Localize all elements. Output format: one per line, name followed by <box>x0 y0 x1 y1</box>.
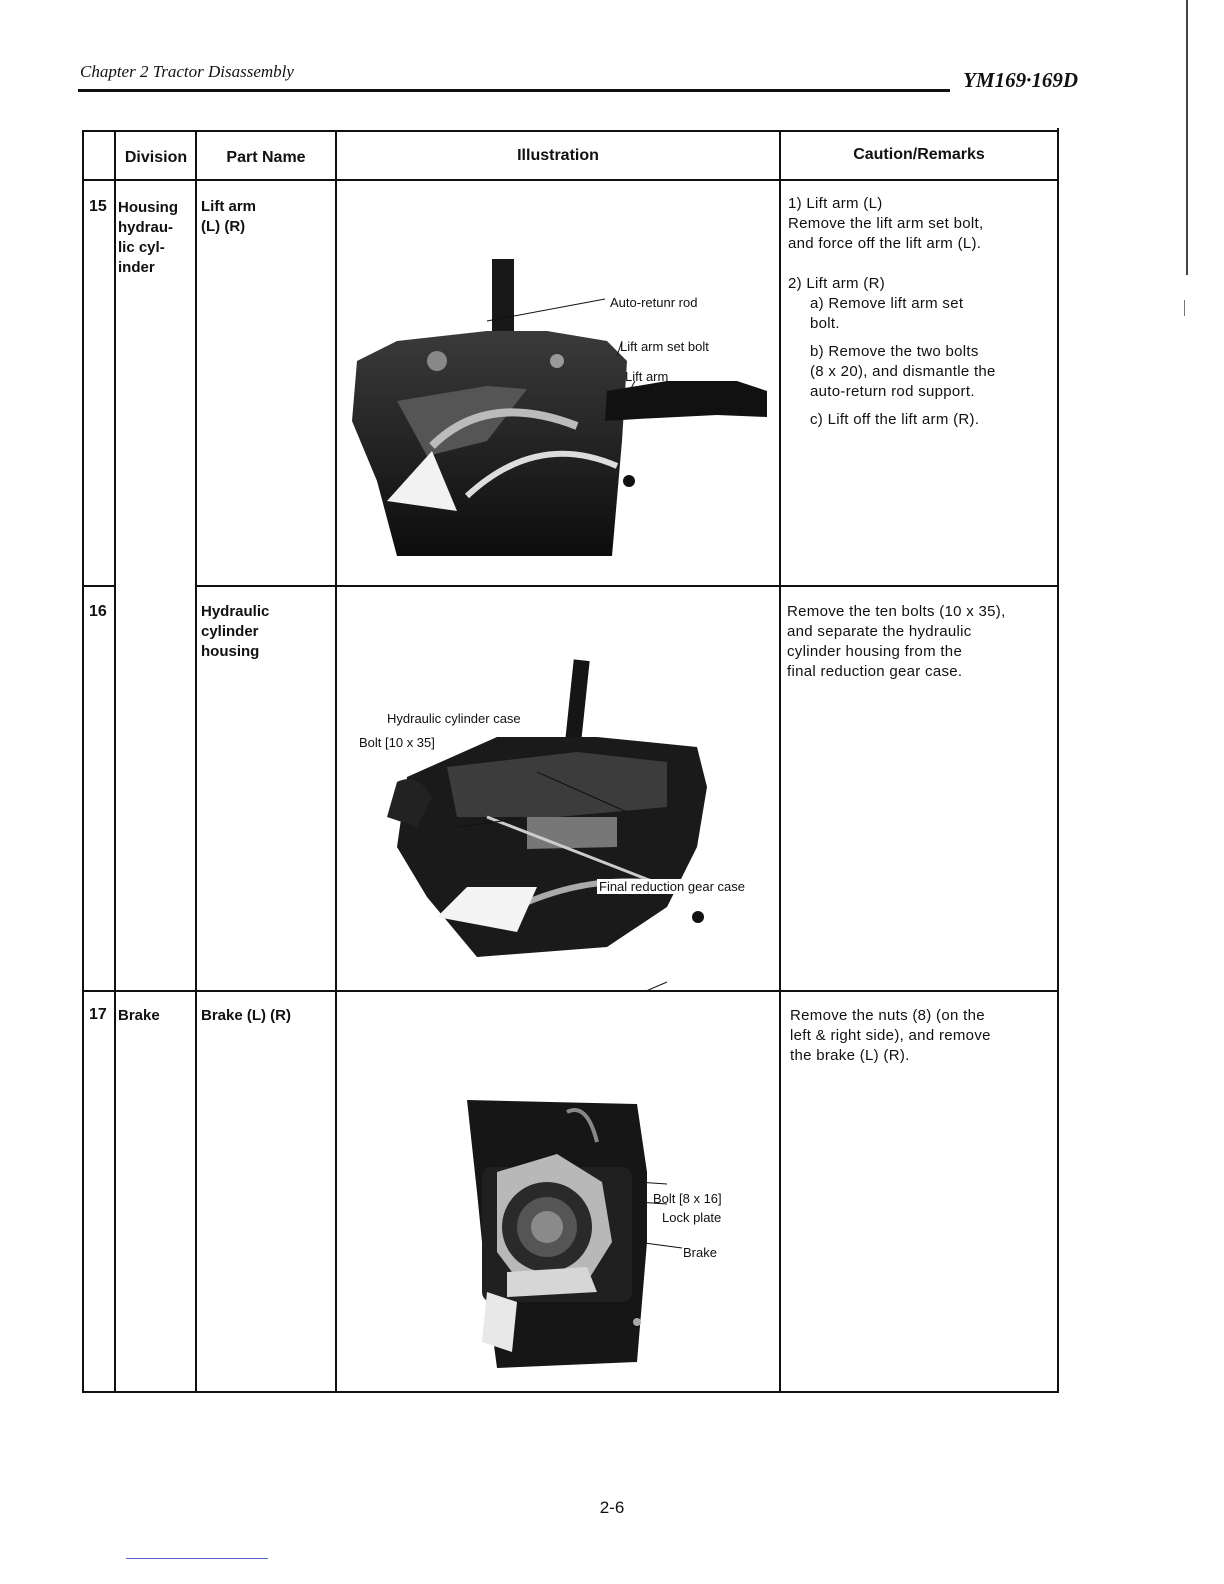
label-auto-return-rod: Auto-retunr rod <box>610 295 698 310</box>
header-remarks: Caution/Remarks <box>853 146 985 163</box>
part-name-cell <box>201 602 269 662</box>
header-part-name: Part Name <box>226 149 306 166</box>
division-line: Brake <box>118 1007 160 1024</box>
model-title: YM169·169D <box>963 68 1078 92</box>
part-name-line: Lift arm <box>201 198 257 215</box>
chapter-title: Chapter 2 Tractor Disassembly <box>80 62 294 81</box>
lift-arm-photo <box>337 181 779 585</box>
header-division: Division <box>124 149 188 166</box>
header-illustration: Illustration <box>517 147 599 164</box>
remark-line: b) Remove the two bolts <box>810 343 979 360</box>
remark-line: the brake (L) (R). <box>790 1047 910 1064</box>
page-edge-line <box>1186 0 1188 275</box>
header-rule <box>78 89 950 92</box>
remarks-cell <box>787 602 1055 682</box>
table-border-right <box>1057 128 1059 1393</box>
hydraulic-cylinder-photo <box>337 587 779 990</box>
remark-line: Remove the ten bolts (10 x 35), <box>787 603 1006 620</box>
part-name-line: housing <box>201 643 260 660</box>
remark-line: a) Remove lift arm set <box>810 295 964 312</box>
remark-line: left & right side), and remove <box>790 1027 991 1044</box>
label-lift-arm: Lift arm <box>625 369 669 384</box>
remark-line: (8 x 20), and dismantle the <box>810 363 996 380</box>
page-number: 2-6 <box>599 1498 625 1517</box>
division-line: inder <box>118 259 155 276</box>
label-hydraulic-cylinder-case: Hydraulic cylinder case <box>387 711 521 726</box>
row-number: 16 <box>89 603 107 620</box>
remark-line: bolt. <box>810 315 840 332</box>
disassembly-table <box>82 128 1059 1393</box>
label-lift-arm-set-bolt: Lift arm set bolt <box>620 339 709 354</box>
remarks-cell <box>790 1006 1054 1066</box>
remark-line: auto-return rod support. <box>810 383 975 400</box>
division-cell <box>118 1006 160 1026</box>
part-name-line: (L) (R) <box>201 218 246 235</box>
page-edge-tick <box>1184 300 1185 316</box>
remark-line: and separate the hydraulic <box>787 623 972 640</box>
remark-line: Remove the nuts (8) (on the <box>790 1007 985 1024</box>
label-lock-plate: Lock plate <box>662 1210 722 1225</box>
part-name-cell <box>201 1006 291 1026</box>
table-border-top <box>82 130 1059 132</box>
division-line: lic cyl- <box>118 239 165 256</box>
part-name-line: Brake (L) (R) <box>201 1007 292 1024</box>
column-divider <box>114 132 116 1393</box>
part-name-line: cylinder <box>201 623 259 640</box>
division-line: hydrau- <box>118 219 174 236</box>
remark-line: and force off the lift arm (L). <box>788 235 982 252</box>
part-name-cell <box>201 197 256 237</box>
remark-line: c) Lift off the lift arm (R). <box>810 411 980 428</box>
remark-line: final reduction gear case. <box>787 663 963 680</box>
remark-line: cylinder housing from the <box>787 643 963 660</box>
division-line: Housing <box>118 199 178 216</box>
part-name-line: Hydraulic <box>201 603 270 620</box>
label-brake: Brake <box>683 1245 717 1260</box>
row-number: 15 <box>89 198 107 215</box>
column-divider <box>779 130 781 1393</box>
label-final-reduction-gear-case: Final reduction gear case <box>599 879 745 894</box>
remark-heading: 1) Lift arm (L) <box>788 195 883 212</box>
division-cell <box>118 198 178 278</box>
label-bolt-8x16: Bolt [8 x 16] <box>653 1191 722 1206</box>
page-edge-mark <box>126 1558 268 1559</box>
label-bolt-10x35: Bolt [10 x 35] <box>359 735 435 750</box>
table-border-left <box>82 132 84 1393</box>
remark-heading: 2) Lift arm (R) <box>788 275 886 292</box>
row-divider <box>82 585 114 587</box>
remarks-cell <box>788 194 1054 430</box>
row-number: 17 <box>89 1006 107 1023</box>
remark-line: Remove the lift arm set bolt, <box>788 215 984 232</box>
column-divider <box>195 132 197 1393</box>
table-border-bottom <box>82 1391 1059 1393</box>
